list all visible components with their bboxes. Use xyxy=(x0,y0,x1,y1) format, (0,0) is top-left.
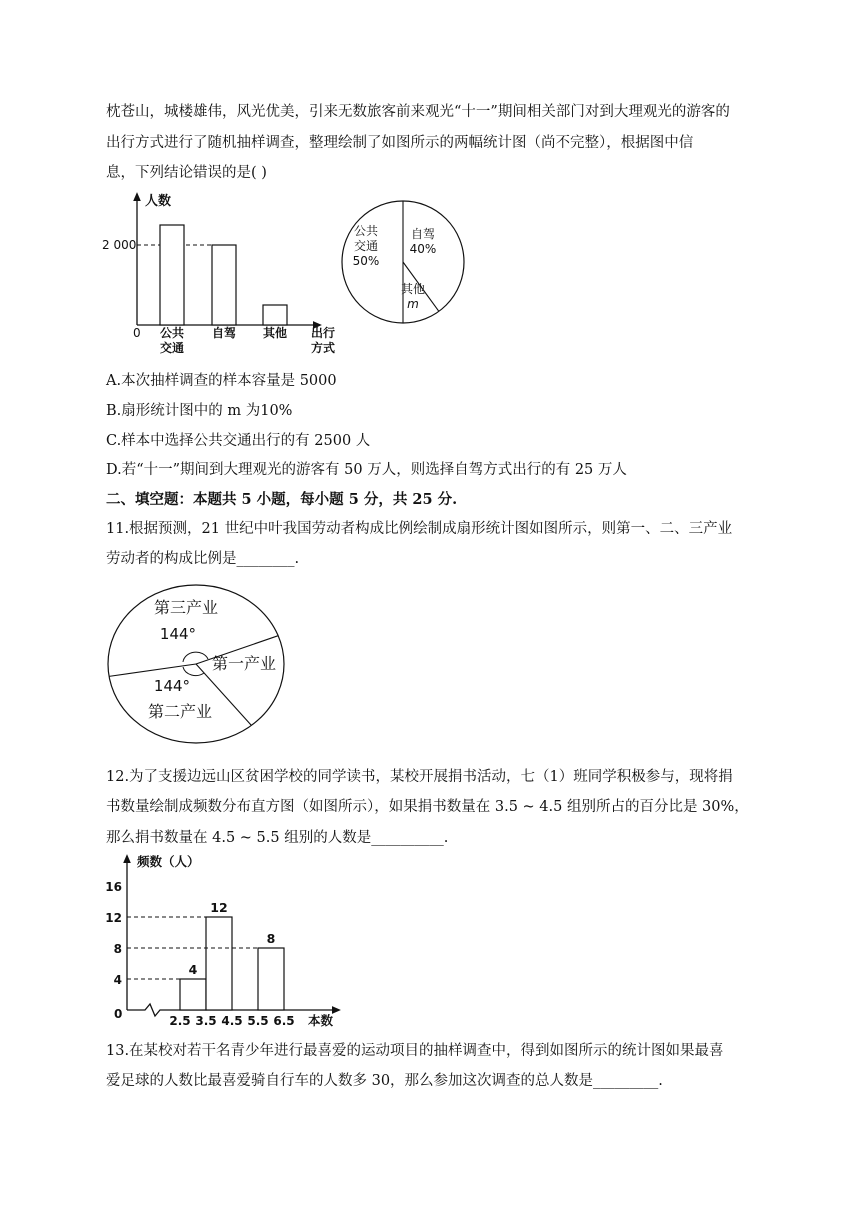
x-tick-label: 3.5 xyxy=(195,1014,217,1028)
bar-value-label: 12 xyxy=(210,900,228,915)
q13-line2: 爱足球的人数比最喜爱骑自行车的人数多 30，那么参加这次调查的总人数是_________. xyxy=(106,1073,663,1089)
section2-heading: 二、填空题：本题共 5 小题，每小题 5 分，共 25 分. xyxy=(106,491,458,508)
book-histogram xyxy=(100,852,350,1032)
slice-label: 其他 xyxy=(400,282,426,296)
q11-line1: 11.根据预测，21 世纪中叶我国劳动者构成比例绘制成扇形统计图如图所示，则第一、二、三产业 xyxy=(106,521,733,537)
y-tick-label: 12 xyxy=(105,911,122,925)
bar-1 xyxy=(160,225,184,325)
y-axis-label: 频数（人） xyxy=(137,854,200,869)
y-tick-label: 4 xyxy=(113,973,122,987)
travel-pie-chart xyxy=(338,197,468,327)
q10-stem-line2: 出行方式进行了随机抽样调查，整理绘制了如图所示的两幅统计图（尚不完整），根据图中信 xyxy=(106,135,694,151)
q13-line1: 13.在某校对若干名青少年进行最喜爱的运动项目的抽样调查中，得到如图所示的统计图如果最喜 xyxy=(106,1043,724,1059)
q11-line2: 劳动者的构成比例是________. xyxy=(106,551,300,567)
x-axis-label: 方式 xyxy=(310,341,336,355)
q12-line2: 书数量绘制成频数分布直方图（如图所示），如果捐书数量在 3.5 ~ 4.5 组别所占的百分比是 30%， xyxy=(106,799,749,815)
y-tick-label: 8 xyxy=(113,942,122,956)
slice-label: 第一产业 xyxy=(211,654,277,673)
slice-label: 40% xyxy=(409,242,437,256)
slice-label: 第三产业 xyxy=(153,598,219,617)
x-axis-label: 出行 xyxy=(310,326,336,340)
x-tick-label: 5.5 xyxy=(247,1014,269,1028)
q10-option-d: D.若“十一”期间到大理观光的游客有 50 万人，则选择自驾方式出行的有 25 万人 xyxy=(106,462,627,478)
x-tick-label: 2.5 xyxy=(169,1014,191,1028)
slice-label: 第二产业 xyxy=(147,702,213,721)
bar-3 xyxy=(263,305,287,325)
q10-option-b: B.扇形统计图中的 m 为10% xyxy=(106,403,293,419)
x-axis-label: 本数 xyxy=(308,1013,334,1028)
x-tick-label: 4.5 xyxy=(221,1014,243,1028)
category-label: 自驾 xyxy=(211,326,237,340)
slice-label: 交通 xyxy=(353,239,379,253)
y-tick-label: 2 000 xyxy=(102,238,137,252)
y-axis-label: 人数 xyxy=(145,194,172,209)
slice-label: 50% xyxy=(352,254,380,268)
q10-option-a: A.本次抽样调查的样本容量是 5000 xyxy=(106,373,337,389)
bar-value-label: 8 xyxy=(266,931,276,946)
y-tick-label: 16 xyxy=(105,880,122,894)
x-tick-label: 6.5 xyxy=(273,1014,295,1028)
histogram-bar xyxy=(206,917,232,1010)
bar-value-label: 4 xyxy=(188,962,198,977)
histogram-bar xyxy=(180,979,206,1010)
q10-stem-line1: 枕苍山，城楼雄伟，风光优美，引来无数旅客前来观光“十一”期间相关部门对到大理观光的游客的 xyxy=(106,104,730,120)
category-label: 交通 xyxy=(159,341,185,355)
industry-pie-chart xyxy=(106,584,306,749)
q12-line3: 那么捐书数量在 4.5 ~ 5.5 组别的人数是__________. xyxy=(106,830,449,846)
q10-stem-line3: 息，下列结论错误的是( ) xyxy=(106,165,267,181)
origin-label: 0 xyxy=(114,1007,123,1021)
slice-label: m xyxy=(407,297,419,311)
bar-2 xyxy=(212,245,236,325)
angle-label: 144° xyxy=(159,625,197,643)
q12-line1: 12.为了支援边远山区贫困学校的同学读书，某校开展捐书活动，七（1）班同学积极参与，现将捐 xyxy=(106,769,733,785)
angle-label: 144° xyxy=(153,677,191,695)
travel-bar-chart xyxy=(100,190,340,360)
q10-option-c: C.样本中选择公共交通出行的有 2500 人 xyxy=(106,433,371,449)
slice-label: 自驾 xyxy=(410,227,436,241)
origin-label: 0 xyxy=(133,326,141,340)
category-label: 其他 xyxy=(262,326,288,340)
histogram-bar xyxy=(258,948,284,1010)
slice-label: 公共 xyxy=(353,224,379,238)
category-label: 公共 xyxy=(159,326,185,340)
